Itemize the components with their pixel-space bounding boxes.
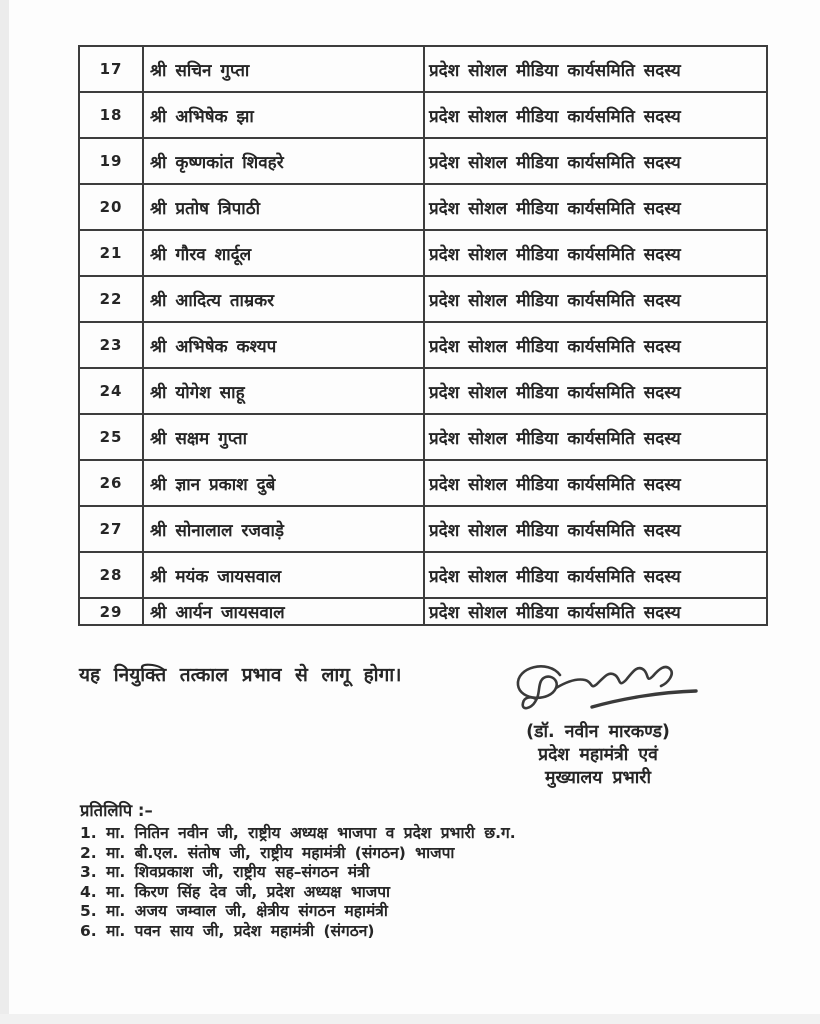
scan-edge-bottom bbox=[0, 1014, 820, 1024]
appointments-table-body bbox=[79, 46, 767, 625]
copy-item: 4. मा. किरण सिंह देव जी, प्रदेश अध्यक्ष भाजपा bbox=[80, 882, 391, 901]
serial-cell: 27 bbox=[79, 506, 143, 552]
table-row bbox=[79, 460, 767, 506]
designation-cell: प्रदेश सोशल मीडिया कार्यसमिति सदस्य bbox=[424, 368, 767, 414]
signatory-title-1: प्रदेश महामंत्री एवं bbox=[538, 745, 658, 765]
designation-cell: प्रदेश सोशल मीडिया कार्यसमिति सदस्य bbox=[424, 276, 767, 322]
member-name-cell: श्री प्रतोष त्रिपाठी bbox=[143, 184, 424, 230]
table-row bbox=[79, 138, 767, 184]
member-name-cell: श्री मयंक जायसवाल bbox=[143, 552, 424, 598]
member-name-cell: श्री योगेश साहू bbox=[143, 368, 424, 414]
serial-cell: 17 bbox=[79, 46, 143, 92]
serial-cell: 24 bbox=[79, 368, 143, 414]
serial-cell: 26 bbox=[79, 460, 143, 506]
appointments-table bbox=[78, 45, 768, 626]
designation-cell: प्रदेश सोशल मीडिया कार्यसमिति सदस्य bbox=[424, 460, 767, 506]
serial-cell: 25 bbox=[79, 414, 143, 460]
copy-item: 1. मा. नितिन नवीन जी, राष्ट्रीय अध्यक्ष भाजपा व प्रदेश प्रभारी छ.ग. bbox=[80, 824, 516, 842]
signatory-name: (डॉ. नवीन मारकण्ड) bbox=[526, 722, 670, 742]
serial-cell: 22 bbox=[79, 276, 143, 322]
signatory-title-2: मुख्यालय प्रभारी bbox=[545, 768, 651, 788]
signature-block bbox=[492, 645, 704, 790]
designation-cell: प्रदेश सोशल मीडिया कार्यसमिति सदस्य bbox=[424, 598, 767, 625]
serial-cell: 28 bbox=[79, 552, 143, 598]
table-row bbox=[79, 414, 767, 460]
copy-item: 3. मा. शिवप्रकाश जी, राष्ट्रीय सह–संगठन मंत्री bbox=[80, 863, 370, 881]
table-row bbox=[79, 276, 767, 322]
table-row bbox=[79, 230, 767, 276]
designation-cell: प्रदेश सोशल मीडिया कार्यसमिति सदस्य bbox=[424, 414, 767, 460]
serial-cell: 29 bbox=[79, 598, 143, 625]
table-row bbox=[79, 552, 767, 598]
designation-cell: प्रदेश सोशल मीडिया कार्यसमिति सदस्य bbox=[424, 322, 767, 368]
serial-cell: 20 bbox=[79, 184, 143, 230]
designation-cell: प्रदेश सोशल मीडिया कार्यसमिति सदस्य bbox=[424, 552, 767, 598]
table-row bbox=[79, 598, 767, 625]
designation-cell: प्रदेश सोशल मीडिया कार्यसमिति सदस्य bbox=[424, 506, 767, 552]
designation-cell: प्रदेश सोशल मीडिया कार्यसमिति सदस्य bbox=[424, 230, 767, 276]
serial-cell: 21 bbox=[79, 230, 143, 276]
copy-item: 5. मा. अजय जम्वाल जी, क्षेत्रीय संगठन महामंत्री bbox=[80, 902, 388, 920]
member-name-cell: श्री सक्षम गुप्ता bbox=[143, 414, 424, 460]
copies-heading: प्रतिलिपि :– bbox=[80, 801, 153, 820]
copy-item: 2. मा. बी.एल. संतोष जी, राष्ट्रीय महामंत्री (संगठन) भाजपा bbox=[80, 843, 455, 862]
member-name-cell: श्री अभिषेक कश्यप bbox=[143, 322, 424, 368]
designation-cell: प्रदेश सोशल मीडिया कार्यसमिति सदस्य bbox=[424, 184, 767, 230]
table-row bbox=[79, 322, 767, 368]
table-row bbox=[79, 46, 767, 92]
effective-note: यह नियुक्ति तत्काल प्रभाव से लागू होगा। bbox=[79, 664, 402, 686]
member-name-cell: श्री अभिषेक झा bbox=[143, 92, 424, 138]
copies-list bbox=[80, 824, 640, 941]
table-row bbox=[79, 92, 767, 138]
table-row bbox=[79, 184, 767, 230]
member-name-cell: श्री सचिन गुप्ता bbox=[143, 46, 424, 92]
copies-section bbox=[80, 798, 640, 941]
member-name-cell: श्री ज्ञान प्रकाश दुबे bbox=[143, 460, 424, 506]
serial-cell: 23 bbox=[79, 322, 143, 368]
member-name-cell: श्री आर्यन जायसवाल bbox=[143, 598, 424, 625]
signature-ink bbox=[496, 645, 701, 717]
serial-cell: 19 bbox=[79, 138, 143, 184]
designation-cell: प्रदेश सोशल मीडिया कार्यसमिति सदस्य bbox=[424, 92, 767, 138]
member-name-cell: श्री आदित्य ताम्रकर bbox=[143, 276, 424, 322]
member-name-cell: श्री कृष्णकांत शिवहरे bbox=[143, 138, 424, 184]
designation-cell: प्रदेश सोशल मीडिया कार्यसमिति सदस्य bbox=[424, 138, 767, 184]
serial-cell: 18 bbox=[79, 92, 143, 138]
scan-edge-left bbox=[0, 0, 9, 1024]
table-row bbox=[79, 506, 767, 552]
table-row bbox=[79, 368, 767, 414]
designation-cell: प्रदेश सोशल मीडिया कार्यसमिति सदस्य bbox=[424, 46, 767, 92]
member-name-cell: श्री गौरव शार्दूल bbox=[143, 230, 424, 276]
copy-item: 6. मा. पवन साय जी, प्रदेश महामंत्री (संगठन) bbox=[80, 921, 375, 940]
member-name-cell: श्री सोनालाल रजवाड़े bbox=[143, 506, 424, 552]
